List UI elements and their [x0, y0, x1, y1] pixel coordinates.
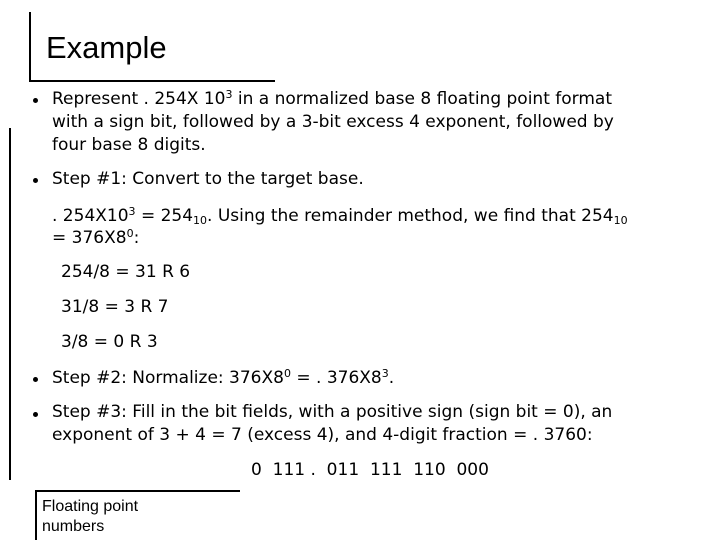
title-left-rule	[29, 12, 31, 82]
title-underline	[29, 80, 275, 82]
bullet-1-line-2: with a sign bit, followed by a 3-bit excess 4 exponent, followed by	[52, 112, 614, 132]
conversion-line-2: = $376X8^0$:	[52, 227, 140, 248]
bullet-marker	[33, 98, 38, 103]
bullet-2-text: Step #1: Convert to the target base.	[52, 169, 364, 189]
bullet-4-line-1: Step #3: Fill in the bit fields, with a positive sign (sign bit = 0), an	[52, 402, 613, 422]
bullet-marker	[33, 377, 38, 382]
bullet-marker	[33, 178, 38, 183]
footer-left-rule	[35, 490, 37, 540]
bullet-1-line-1: Represent . 254X $10^3$ in a normalized base 8 floating point format	[52, 88, 612, 109]
bullet-3-text: Step #2: Normalize: $376X8^0$ = . $376X8^3$.	[52, 367, 395, 388]
bullet-4-line-2: exponent of 3 + 4 = 7 (excess 4), and 4-digit fraction = . 3760:	[52, 425, 593, 445]
conversion-line-1: . $254X10^3 = 254_{10}$. Using the remainder method, we find that $254_{10}$	[52, 205, 628, 227]
bullet-1-line-3: four base 8 digits.	[52, 135, 206, 155]
bit-fields: 0 111 . 011 111 110 000	[251, 460, 489, 480]
footer-line-1: Floating point	[42, 498, 139, 515]
footer-line-2: numbers	[42, 518, 105, 535]
division-step: 3/8 = 0 R 3	[61, 332, 158, 352]
footer-label	[42, 497, 172, 537]
slide-title: Example	[46, 30, 167, 65]
division-step: 31/8 = 3 R 7	[61, 297, 169, 317]
footer-overline	[35, 490, 240, 492]
division-step: 254/8 = 31 R 6	[61, 262, 191, 282]
left-margin-rule	[9, 128, 11, 480]
bullet-marker	[33, 412, 38, 417]
